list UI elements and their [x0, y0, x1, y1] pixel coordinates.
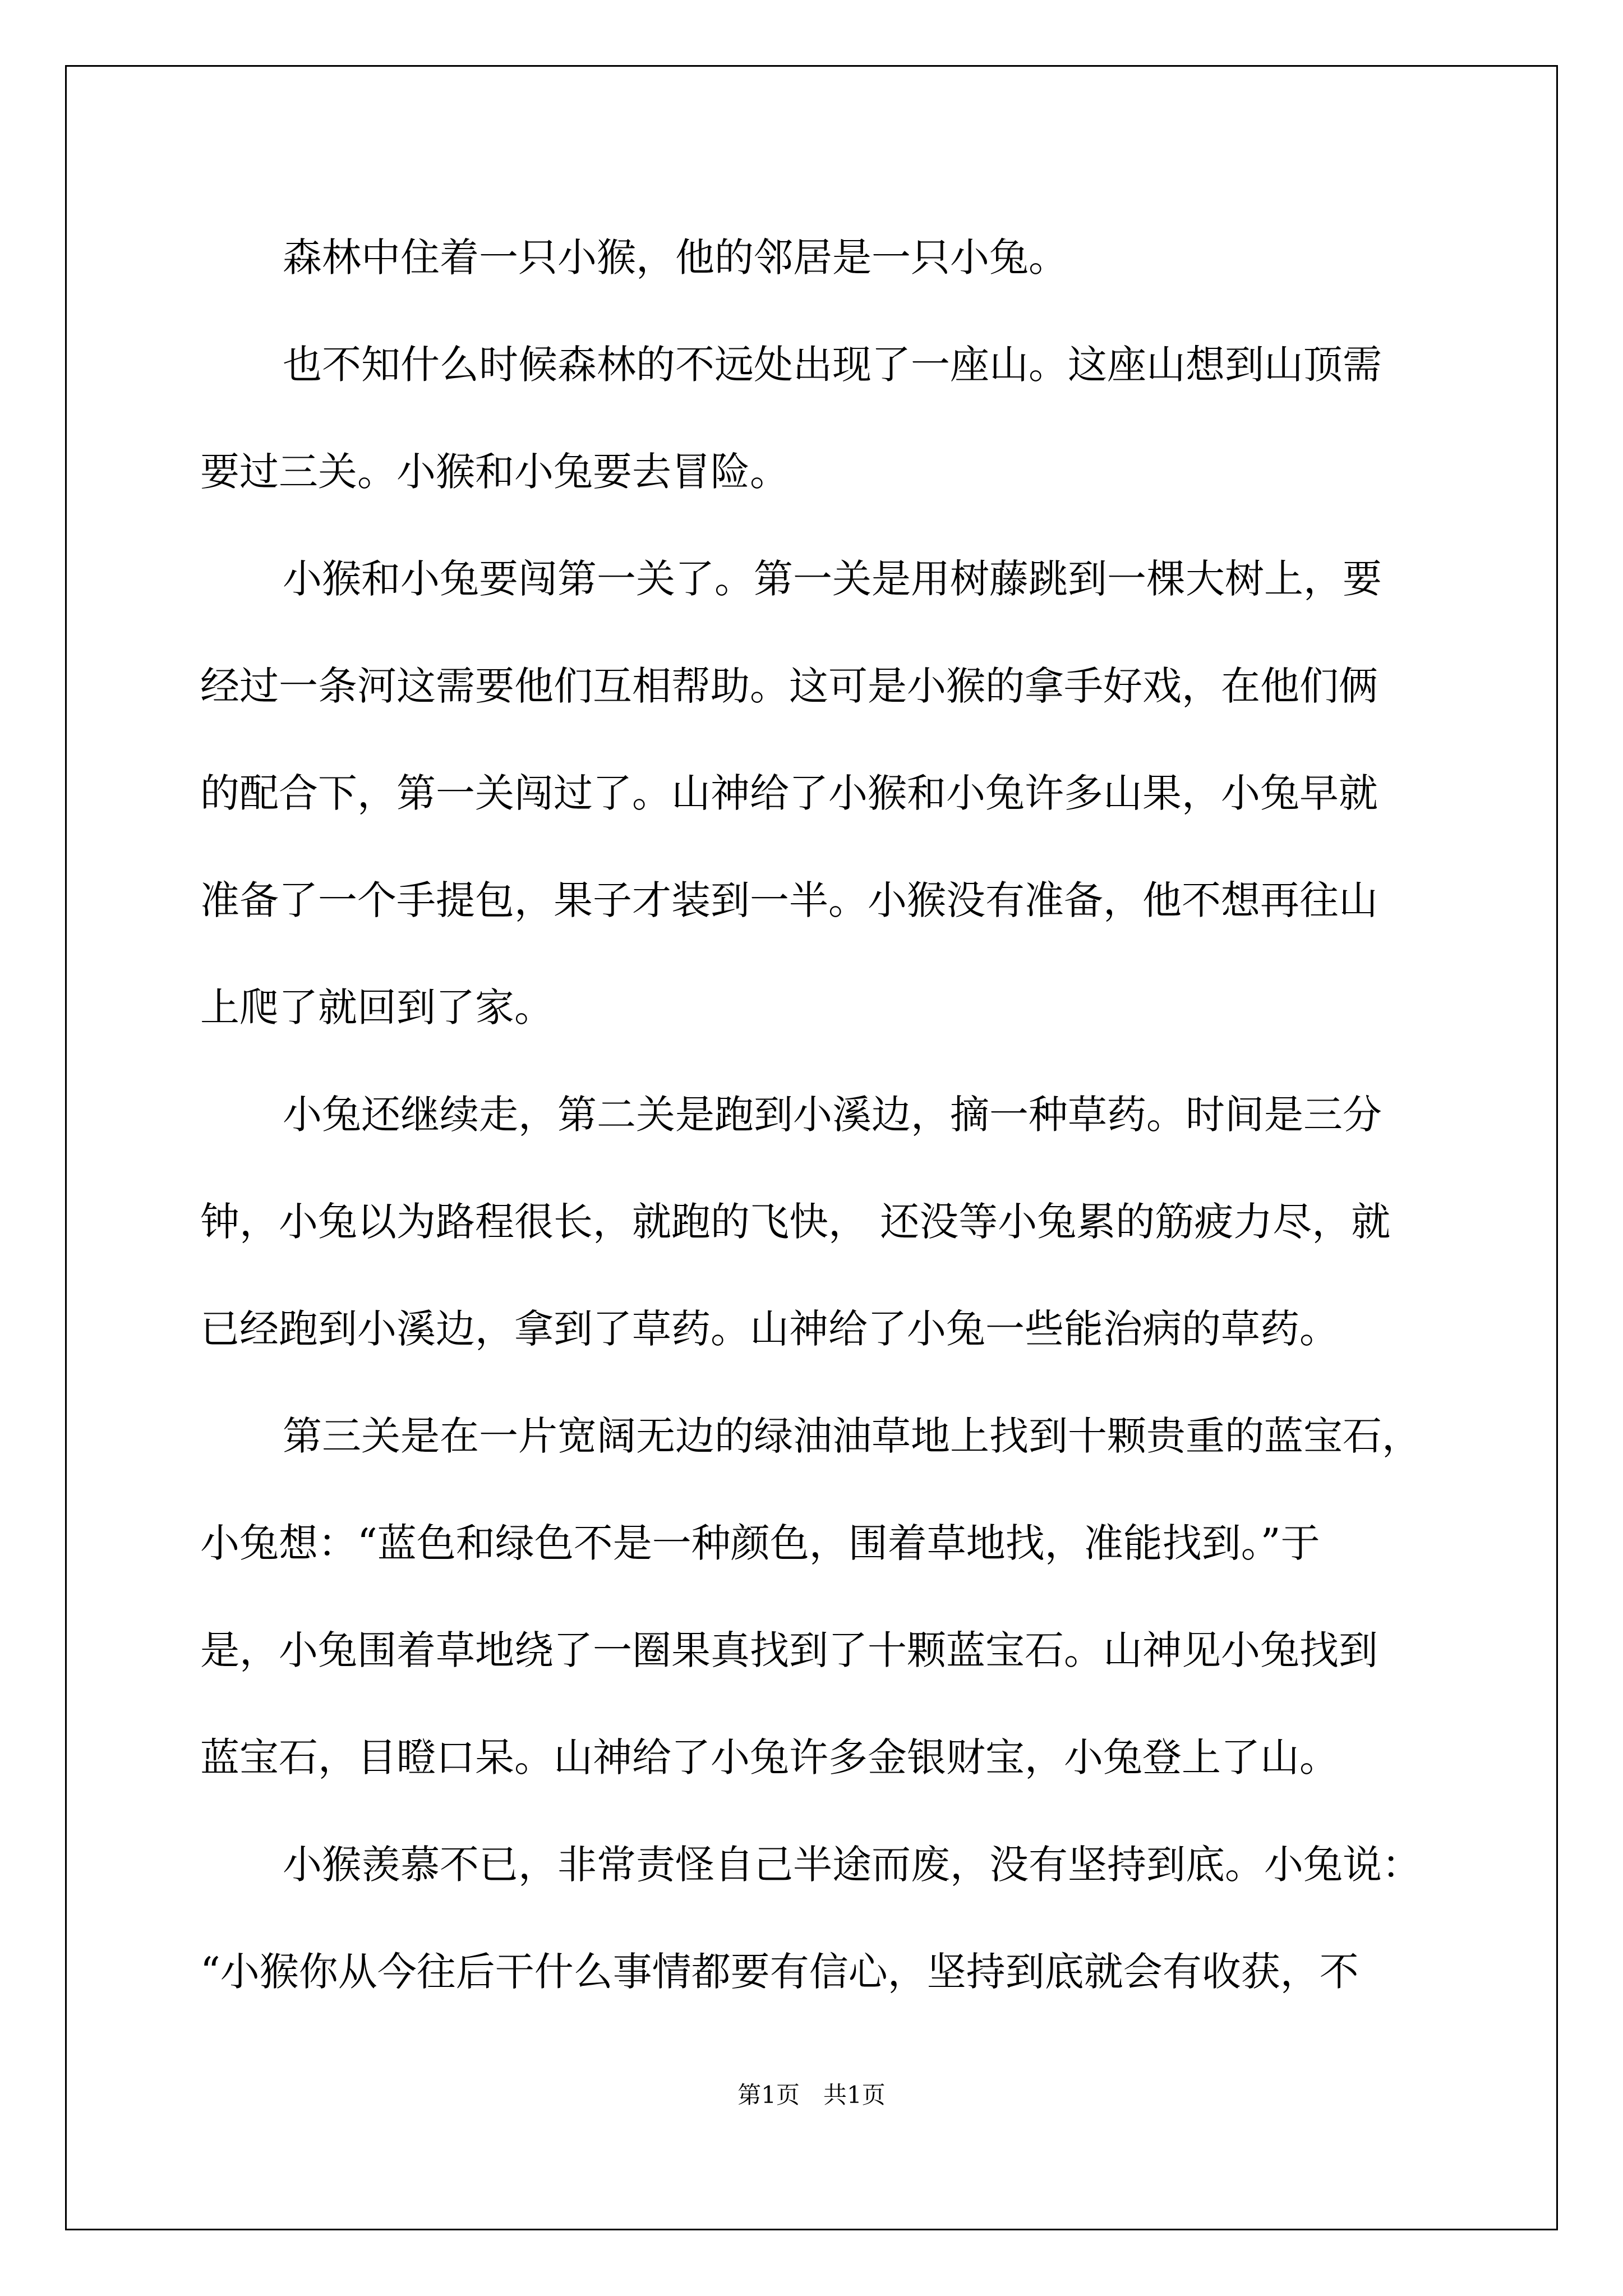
- text-line: 小兔还继续走，第二关是跑到小溪边，摘一种草药。时间是三分: [283, 1092, 1382, 1138]
- text-line: 小兔想：“蓝色和绿色不是一种颜色，围着草地找，准能找到。”于: [200, 1520, 1320, 1566]
- document-body: [200, 204, 1440, 2026]
- text-line: 小猴和小兔要闯第一关了。第一关是用树藤跳到一棵大树上，要: [283, 556, 1382, 602]
- text-line: 上爬了就回到了家。: [200, 984, 554, 1030]
- text-line: 准备了一个手提包，果子才装到一半。小猴没有准备，他不想再往山: [200, 877, 1378, 923]
- text-line: 要过三关。小猴和小兔要去冒险。: [200, 449, 789, 495]
- text-line: 钟，小兔以为路程很长，就跑的飞快， 还没等小兔累的筋疲力尽，就: [200, 1199, 1391, 1245]
- page-number-footer: 第1页 共1页: [737, 2081, 886, 2109]
- text-line: 蓝宝石，目瞪口呆。山神给了小兔许多金银财宝，小兔登上了山。: [200, 1734, 1339, 1780]
- text-line: 第三关是在一片宽阔无边的绿油油草地上找到十颗贵重的蓝宝石，: [283, 1413, 1421, 1459]
- text-line: 已经跑到小溪边，拿到了草药。山神给了小兔一些能治病的草药。: [200, 1306, 1339, 1352]
- text-line: 经过一条河这需要他们互相帮助。这可是小猴的拿手好戏，在他们俩: [200, 663, 1378, 709]
- text-line: 也不知什么时候森林的不远处出现了一座山。这座山想到山顶需: [283, 342, 1382, 388]
- text-line: 是，小兔围着草地绕了一圈果真找到了十颗蓝宝石。山神见小兔找到: [200, 1627, 1378, 1673]
- text-line: “小猴你从今往后干什么事情都要有信心，坚持到底就会有收获，不: [200, 1949, 1359, 1995]
- text-line: 小猴羡慕不已，非常责怪自己半途而废，没有坚持到底。小兔说：: [283, 1842, 1421, 1888]
- text-line: 的配合下，第一关闯过了。山神给了小猴和小兔许多山果，小兔早就: [200, 770, 1378, 816]
- text-line: 森林中住着一只小猴，他的邻居是一只小兔。: [283, 234, 1068, 280]
